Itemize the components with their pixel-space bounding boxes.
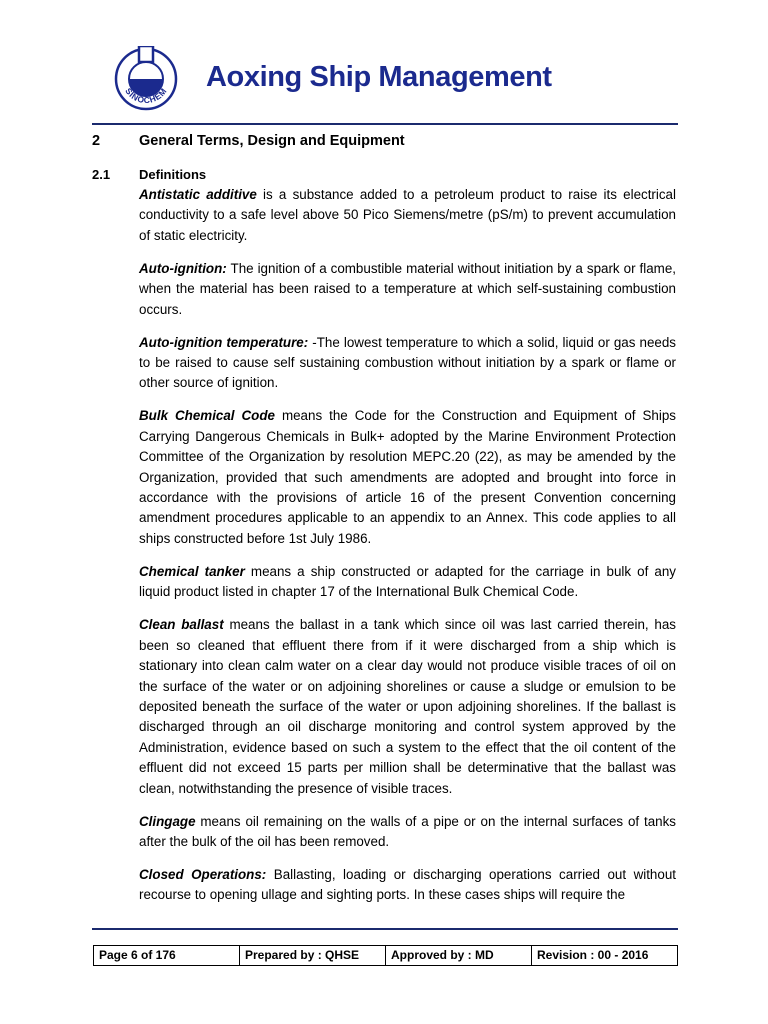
company-name: Aoxing Ship Management <box>206 61 552 93</box>
section-number: 2 <box>92 133 101 149</box>
definition-text: means the ballast in a tank which since oil was last carried therein, has been so cleaned that effluent there from if it were discharged from a ship which is stationary into clean calm water on a clear day would not produce visible traces of oil on the surface of the water or on adjoining shorelines or cause a sludge or emulsion to be deposited beneath the surface of the water or upon adjoining shorelines. If the ballast is discharged through an oil discharge monitoring and control system approved by the Administration, evidence based on such a system to the effect that the oil content of the effluent did not exceed 15 parts per million shall be determinative that the ballast was clean, notwithstanding the presence of visible traces. <box>139 617 676 796</box>
footer-page-number: Page 6 of 176 <box>94 946 240 965</box>
definition-text: -The lowest temperature to which a solid, liquid or gas needs to be raised to cause self sustaining combustion without initiation by a spark or flame or other source of ignition. <box>139 334 676 391</box>
footer-revision: Revision : 00 - 2016 <box>537 948 649 962</box>
definition-term: Auto-ignition: <box>139 260 227 276</box>
definition-bulk-chemical-code <box>139 406 676 549</box>
definition-term: Closed Operations: <box>139 866 267 882</box>
document-footer <box>93 945 678 966</box>
section-title: General Terms, Design and Equipment <box>139 133 405 149</box>
definition-term: Auto-ignition temperature: <box>139 334 309 350</box>
definition-chemical-tanker <box>139 562 676 603</box>
definition-text: means a ship constructed or adapted for the carriage in bulk of any liquid product listed in chapter 17 of the International Bulk Chemical Code. <box>139 563 677 600</box>
footer-divider <box>92 928 678 930</box>
footer-approved-by: Approved by : MD <box>386 946 532 965</box>
definition-auto-ignition <box>139 259 676 320</box>
subsection-number: 2.1 <box>92 167 111 182</box>
definition-clean-ballast <box>139 615 676 799</box>
definition-term: Chemical tanker <box>139 563 245 579</box>
definition-text: means the Code for the Construction and Equipment of Ships Carrying Dangerous Chemicals in Bulk+ adopted by the Marine Environment Protection Committee of the Organization by resolution MEPC.20 (22), as may be amended by the Organization, provided that such amendments are adopted and brought into force in accordance with the provisions of article 16 of the present Convention concerning amendment procedures applicable to an appendix to an Annex. This code applies to all ships constructed before 1st July 1986. <box>139 408 676 546</box>
definition-clingage <box>139 812 676 853</box>
definition-text: is a substance added to a petroleum product to raise its electrical conductivity to a safe level above 50 Pico Siemens/metre (pS/m) to prevent accumulation of static electricity. <box>139 187 676 243</box>
definition-term: Bulk Chemical Code <box>139 408 275 424</box>
subsection-title: Definitions <box>139 167 207 182</box>
definition-antistatic-additive <box>139 185 676 246</box>
sinochem-logo <box>114 46 178 112</box>
definitions-list <box>139 185 676 918</box>
definition-text: Ballasting, loading or discharging operations carried out without recourse to opening ullage and sighting ports. In these cases ships will require the <box>139 866 676 903</box>
logo-text: SINOCHEM <box>123 85 169 106</box>
definition-closed-operations <box>139 865 676 906</box>
definition-term: Clean ballast <box>139 617 224 633</box>
definition-text: means oil remaining on the walls of a pipe or on the internal surfaces of tanks after the bulk of the oil has been removed. <box>139 813 676 849</box>
definition-auto-ignition-temperature <box>139 333 676 394</box>
header-divider <box>92 123 678 125</box>
footer-prepared-by: Prepared by : QHSE <box>240 946 386 965</box>
definition-term: Antistatic additive <box>139 187 257 202</box>
definition-term: Clingage <box>139 813 196 829</box>
document-header <box>92 38 678 120</box>
definition-text: The ignition of a combustible material without initiation by a spark or flame, when the material has been raised to a temperature at which self-sustaining combustion occurs. <box>139 260 676 317</box>
